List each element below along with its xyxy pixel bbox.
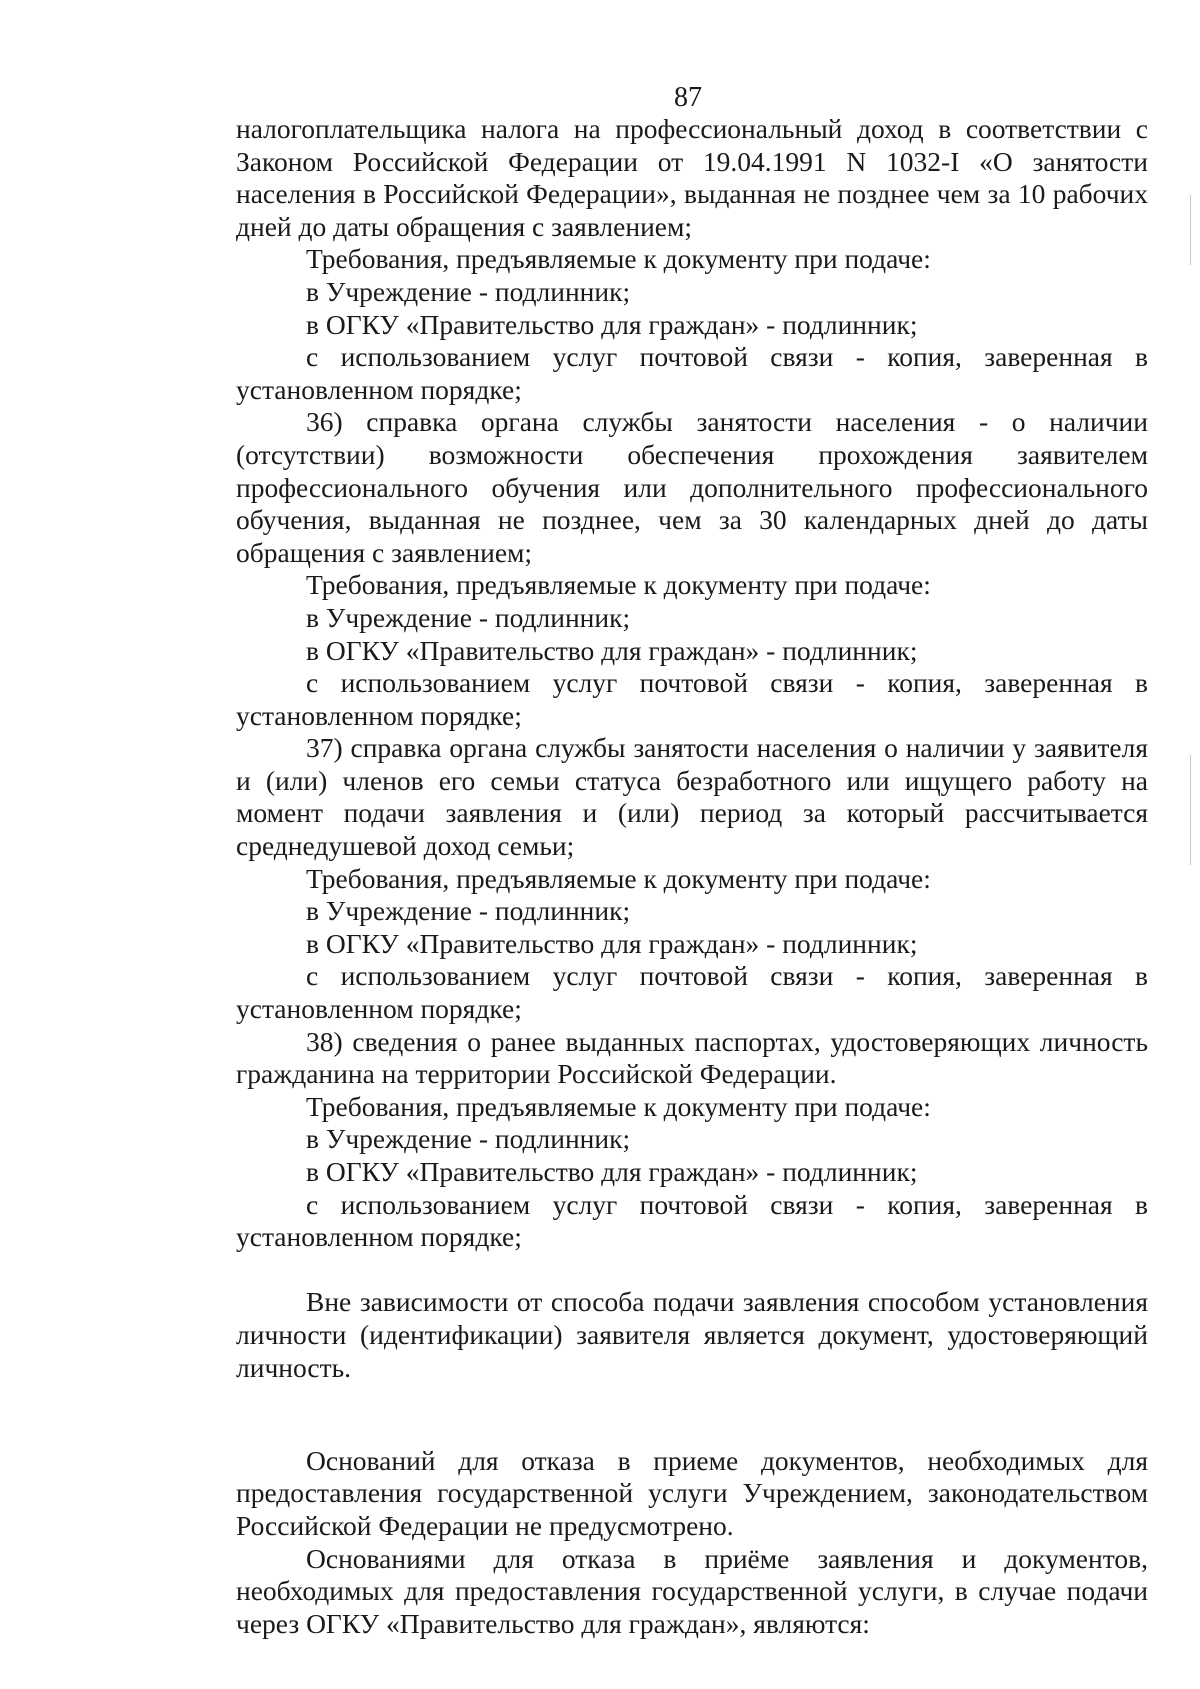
paragraph-requirement-postal: с использованием услуг почтовой связи - копия, заверенная в установленном порядке; <box>236 1188 1148 1253</box>
paragraph-requirement-postal: с использованием услуг почтовой связи - копия, заверенная в установленном порядке; <box>236 341 1148 405</box>
page-number: 87 <box>674 82 702 113</box>
paragraph-requirement-ogku: в ОГКУ «Правительство для граждан» - подлинник; <box>306 1156 918 1187</box>
scan-edge-mark <box>1190 195 1191 265</box>
paragraph-income-tax-certificate: налогоплательщика налога на профессиональный доход в соответствии с Законом Российской Федерации от 19.04.1991 N 1032-I «О занятости населения в Российской Федерации», выданная не позднее чем за 10 рабочих дней до даты обращения с заявлением; <box>236 113 1148 242</box>
scan-edge-mark <box>1190 755 1191 865</box>
spacer <box>236 1254 1148 1287</box>
paragraph-requirement-institution: в Учреждение - подлинник; <box>306 601 631 633</box>
paragraph-no-refusal-grounds: Оснований для отказа в приеме документов, необходимых для предоставления государственной услуги Учреждением, законодательством Российской Федерации не предусмотрено. <box>236 1444 1148 1541</box>
paragraph-requirements-heading: Требования, предъявляемые к документу при подаче: <box>306 1090 931 1122</box>
spacer <box>236 1384 1148 1417</box>
paragraph-item-37: 37) справка органа службы занятости населения о наличии у заявителя и (или) членов его семьи статуса безработного или ищущего работу на момент подачи заявления и (или) период за который рассчитывается среднедушевой доход семьи; <box>236 732 1148 862</box>
paragraph-requirements-heading: Требования, предъявляемые к документу при подаче: <box>306 569 931 601</box>
paragraph-requirement-institution: в Учреждение - подлинник; <box>306 275 631 307</box>
paragraph-requirement-postal: с использованием услуг почтовой связи - копия, заверенная в установленном порядке; <box>236 667 1148 731</box>
spacer <box>236 1417 1148 1445</box>
paragraph-requirement-ogku: в ОГКУ «Правительство для граждан» - подлинник; <box>306 927 918 959</box>
paragraph-requirement-institution: в Учреждение - подлинник; <box>306 1123 631 1155</box>
paragraph-requirement-ogku: в ОГКУ «Правительство для граждан» - подлинник; <box>306 634 918 666</box>
paragraph-requirements-heading: Требования, предъявляемые к документу при подаче: <box>306 243 931 275</box>
paragraph-item-36: 36) справка органа службы занятости населения - о наличии (отсутствии) возможности обеспечения прохождения заявителем профессионального обучения или дополнительного профессионального обучения, выданная не позднее, чем за 30 календарных дней до даты обращения с заявлением; <box>236 406 1148 568</box>
paragraph-requirement-postal: с использованием услуг почтовой связи - копия, заверенная в установленном порядке; <box>236 960 1148 1025</box>
paragraph-item-38: 38) сведения о ранее выданных паспортах, удостоверяющих личность гражданина на территории Российской Федерации. <box>236 1025 1148 1090</box>
paragraph-requirement-institution: в Учреждение - подлинник; <box>306 895 631 927</box>
paragraph-identity-verification: Вне зависимости от способа подачи заявления способом установления личности (идентификации) заявителя является документ, удостоверяющий личность. <box>236 1286 1148 1383</box>
paragraph-requirement-ogku: в ОГКУ «Правительство для граждан» - подлинник; <box>306 308 918 340</box>
paragraph-requirements-heading: Требования, предъявляемые к документу при подаче: <box>306 862 931 894</box>
paragraph-refusal-grounds-ogku: Основаниями для отказа в приёме заявления и документов, необходимых для предоставления государственной услуги, в случае подачи через ОГКУ «Правительство для граждан», являются: <box>236 1542 1148 1639</box>
document-body <box>236 113 1148 1640</box>
